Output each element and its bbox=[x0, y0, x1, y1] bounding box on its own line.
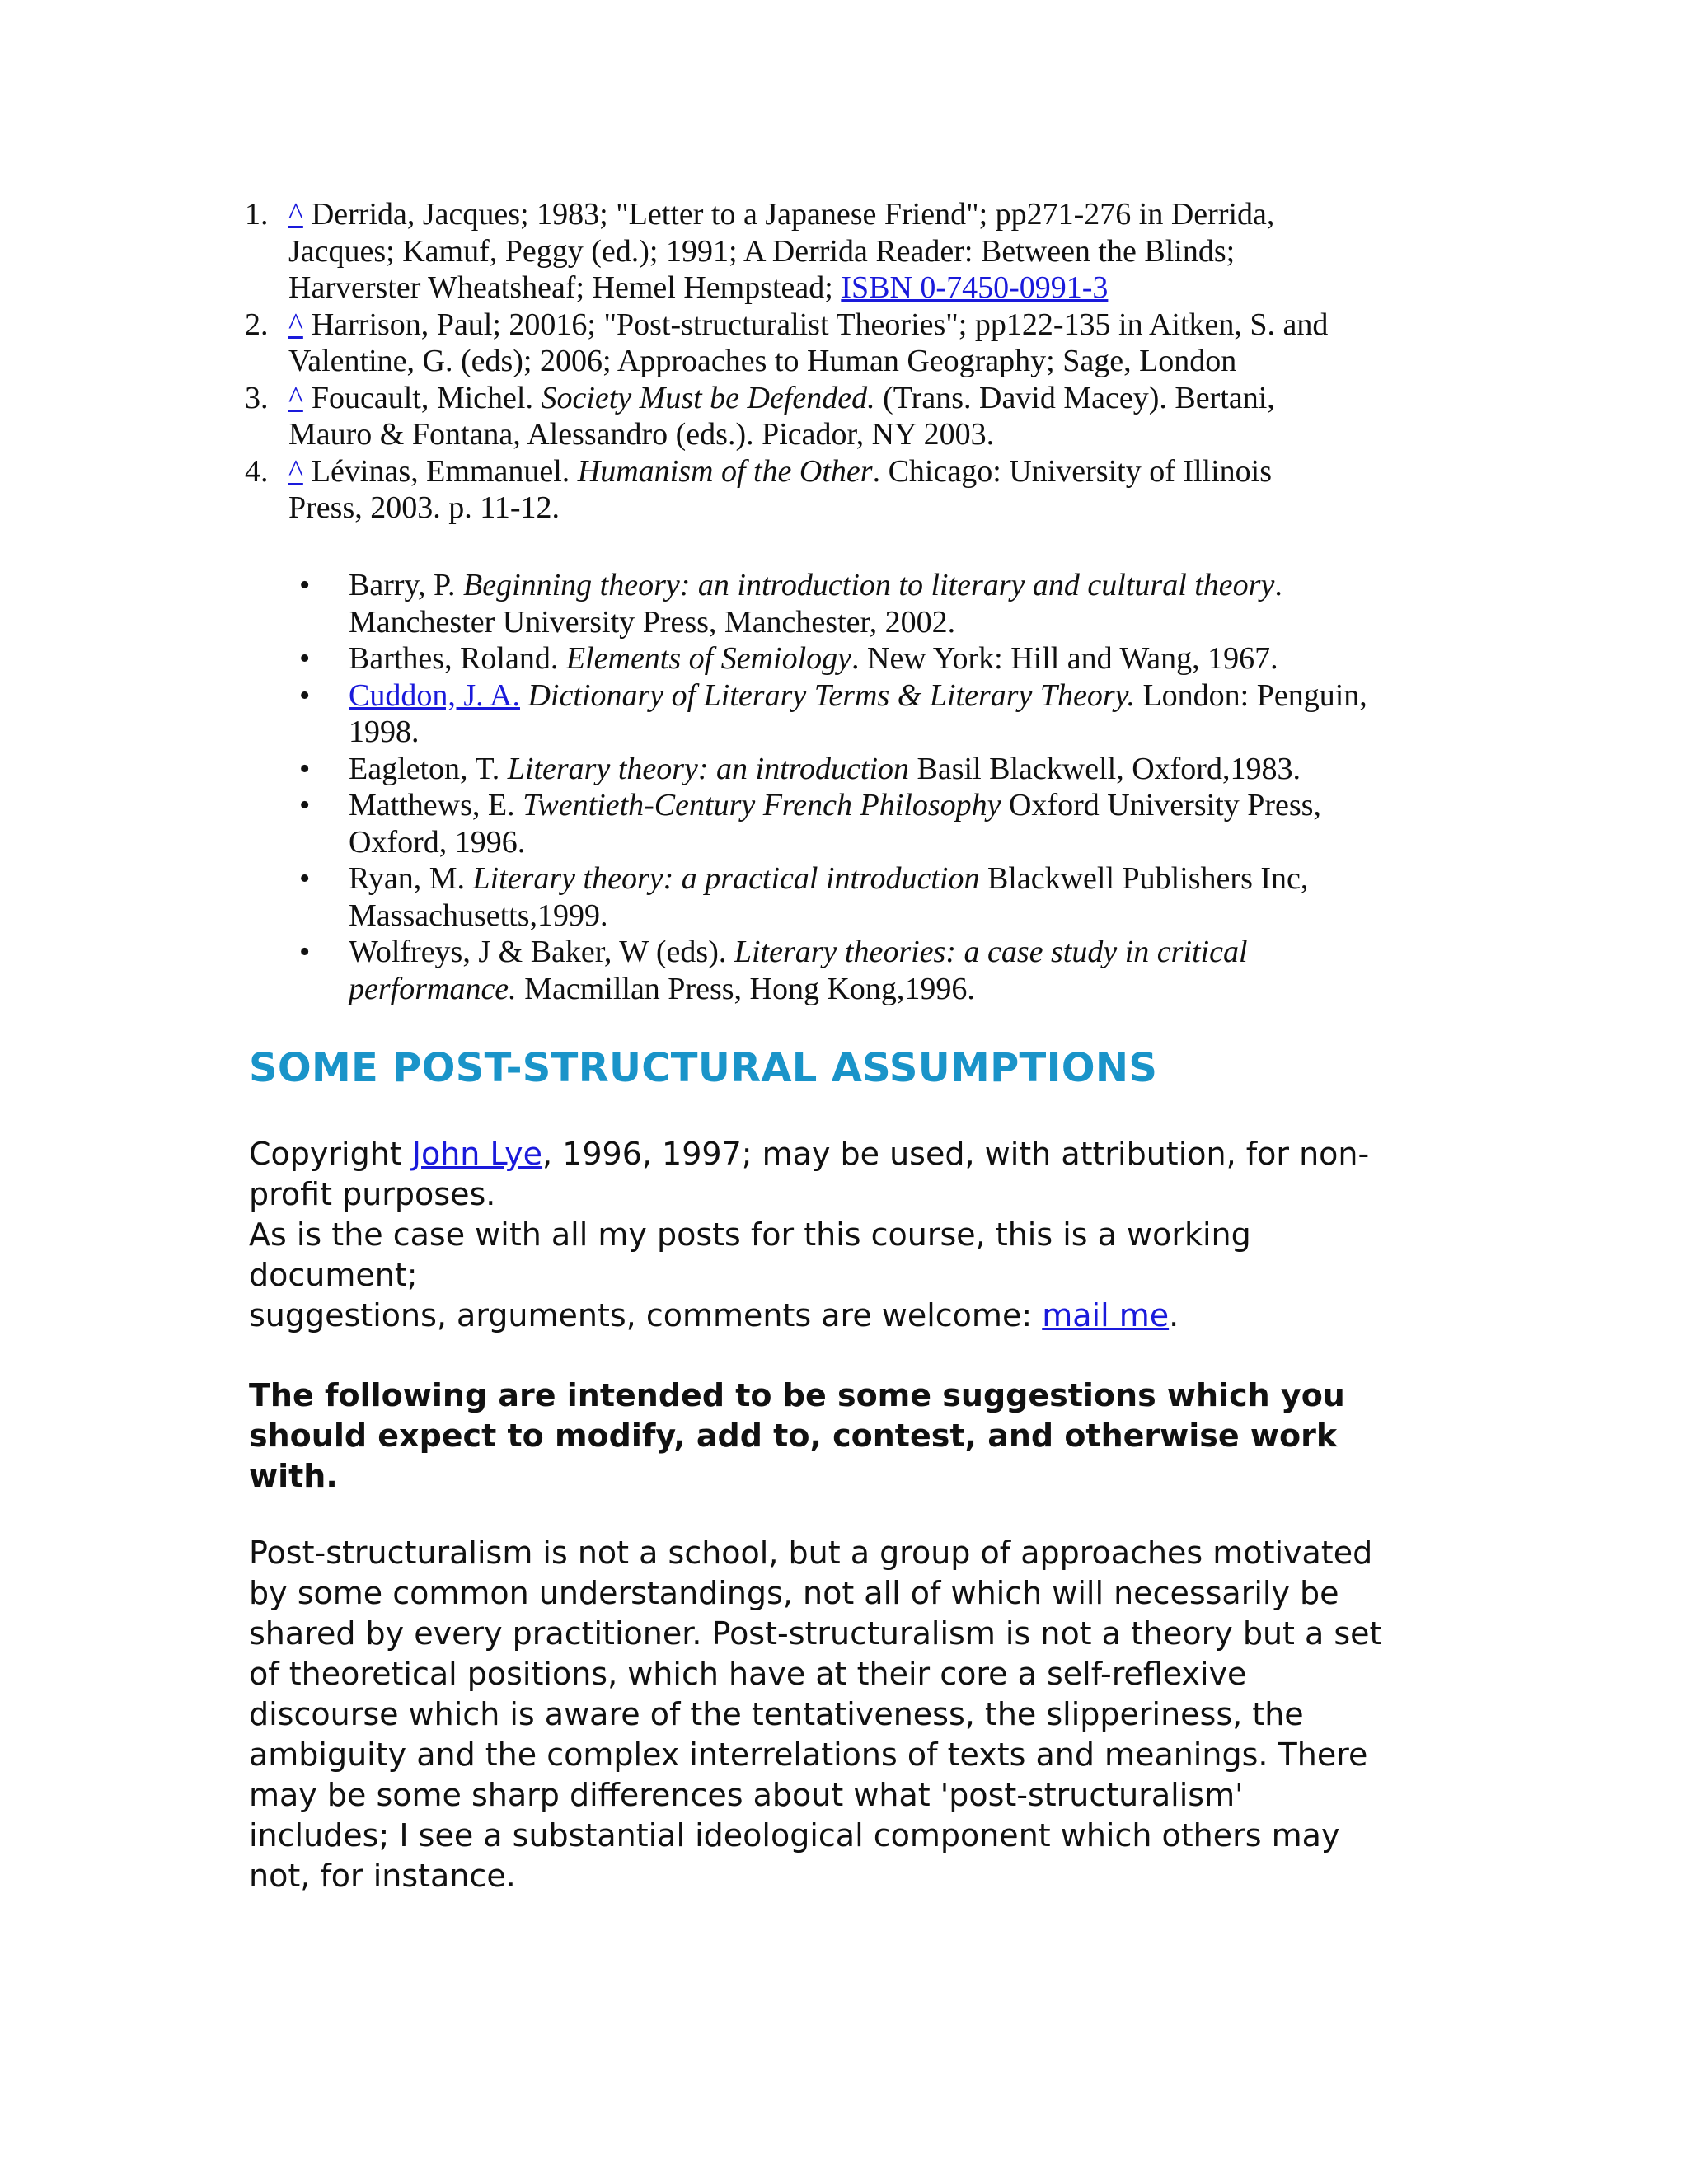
bullet: • bbox=[299, 641, 311, 676]
copyright-text: Copyright bbox=[249, 1136, 412, 1172]
footnote-item bbox=[245, 196, 1459, 307]
footnote-text: Valentine, G. (eds); 2006; Approaches to Human Geography; Sage, London bbox=[288, 344, 1237, 378]
intro-line: should expect to modify, add to, contest, and otherwise work bbox=[249, 1418, 1338, 1454]
reference-text: Basil Blackwell, Oxford,1983. bbox=[909, 751, 1301, 786]
footnote-backlink[interactable]: ^ bbox=[288, 197, 303, 232]
reference-text: Macmillan Press, Hong Kong,1996. bbox=[516, 971, 975, 1006]
reference-text: Oxford, 1996. bbox=[349, 824, 526, 860]
body-paragraph bbox=[249, 1533, 1452, 1896]
reference-title: Beginning theory: an introduction to literary and cultural theory bbox=[462, 568, 1275, 602]
intro-line: with. bbox=[249, 1458, 338, 1494]
reference-text: . bbox=[1274, 568, 1282, 602]
copyright-text: suggestions, arguments, comments are welcome: bbox=[249, 1297, 1043, 1333]
body-line: by some common understandings, not all of which will necessarily be bbox=[249, 1575, 1339, 1611]
reference-text: Massachusetts,1999. bbox=[349, 898, 608, 933]
copyright-text: As is the case with all my posts for this course, this is a working bbox=[249, 1216, 1251, 1253]
bibliography-item bbox=[299, 640, 1461, 677]
footnote-text: Jacques; Kamuf, Peggy (ed.); 1991; A Derrida Reader: Between the Blinds; bbox=[288, 233, 1236, 269]
footnote-text: Harrison, Paul; 20016; "Post-structuralist Theories"; pp122-135 in Aitken, S. and bbox=[311, 307, 1329, 342]
body-line: may be some sharp differences about what 'post-structuralism' bbox=[249, 1777, 1244, 1813]
reference-text: Manchester University Press, Manchester, 2002. bbox=[349, 604, 956, 640]
footnote-number: 2. bbox=[245, 307, 269, 342]
footnote-text: Foucault, Michel. bbox=[311, 380, 542, 415]
body-line: discourse which is aware of the tentativeness, the slipperiness, the bbox=[249, 1696, 1304, 1732]
body-line: not, for instance. bbox=[249, 1858, 516, 1894]
body-line: shared by every practitioner. Post-structuralism is not a theory but a set bbox=[249, 1615, 1382, 1652]
footnotes-list bbox=[245, 196, 1459, 527]
body-line: Post-structuralism is not a school, but a group of approaches motivated bbox=[249, 1535, 1373, 1571]
footnote-text: Lévinas, Emmanuel. bbox=[311, 453, 578, 489]
reference-text: Barry, P. bbox=[349, 568, 463, 602]
isbn-link[interactable]: ISBN 0-7450-0991-3 bbox=[841, 270, 1109, 305]
bullet: • bbox=[299, 935, 311, 969]
bullet: • bbox=[299, 568, 311, 602]
bibliography-item bbox=[299, 751, 1461, 788]
reference-text: Oxford University Press, bbox=[1001, 788, 1321, 823]
bibliography-item bbox=[299, 860, 1461, 934]
bibliography-item bbox=[299, 567, 1461, 640]
footnote-number: 4. bbox=[245, 453, 269, 489]
section-heading: SOME POST-STRUCTURAL ASSUMPTIONS bbox=[249, 1045, 1158, 1091]
bibliography-item bbox=[299, 677, 1461, 751]
intro-line: The following are intended to be some suggestions which you bbox=[249, 1377, 1345, 1413]
footnote-text: Derrida, Jacques; 1983; "Letter to a Japanese Friend"; pp271-276 in Derrida, bbox=[311, 197, 1275, 232]
footnote-title: Humanism of the Other bbox=[577, 453, 873, 489]
copyright-text: document; bbox=[249, 1257, 418, 1293]
footnote-number: 1. bbox=[245, 197, 269, 232]
bullet: • bbox=[299, 677, 311, 713]
footnote-backlink[interactable]: ^ bbox=[288, 453, 303, 489]
body-line: includes; I see a substantial ideological component which others may bbox=[249, 1817, 1340, 1854]
reference-text: Ryan, M. bbox=[349, 861, 473, 896]
author-link[interactable]: John Lye bbox=[411, 1136, 543, 1172]
footnote-item bbox=[245, 380, 1459, 453]
copyright-text: , 1996, 1997; may be used, with attribution, for non- bbox=[542, 1136, 1370, 1172]
body-line: ambiguity and the complex interrelations of texts and meanings. There bbox=[249, 1736, 1368, 1773]
copyright-text: profit purposes. bbox=[249, 1176, 496, 1212]
reference-text: Eagleton, T. bbox=[349, 751, 508, 786]
reference-text: Barthes, Roland. bbox=[349, 641, 566, 676]
reference-title: Literary theories: a case study in critical bbox=[734, 935, 1248, 969]
footnote-backlink[interactable]: ^ bbox=[288, 380, 303, 415]
reference-text: Wolfreys, J & Baker, W (eds). bbox=[349, 935, 734, 969]
footnote-item bbox=[245, 307, 1459, 380]
reference-title: Literary theory: a practical introduction bbox=[472, 861, 980, 896]
footnote-text: Press, 2003. p. 11-12. bbox=[288, 490, 560, 525]
mail-me-link[interactable]: mail me bbox=[1042, 1297, 1170, 1333]
bibliography-item bbox=[299, 934, 1461, 1007]
reference-title: Twentieth-Century French Philosophy bbox=[523, 788, 1001, 823]
reference-text: Blackwell Publishers Inc, bbox=[979, 861, 1309, 896]
body-line: of theoretical positions, which have at their core a self-reflexive bbox=[249, 1656, 1247, 1692]
bullet: • bbox=[299, 788, 311, 823]
footnote-text: Mauro & Fontana, Alessandro (eds.). Picador, NY 2003. bbox=[288, 417, 995, 452]
bibliography-list bbox=[299, 567, 1461, 1007]
reference-title: performance. bbox=[349, 971, 517, 1006]
reference-title: Elements of Semiology bbox=[565, 641, 851, 676]
reference-text: . New York: Hill and Wang, 1967. bbox=[851, 641, 1278, 676]
reference-text: London: Penguin, bbox=[1134, 677, 1367, 713]
bullet: • bbox=[299, 861, 311, 896]
reference-title: Dictionary of Literary Terms & Literary Theory. bbox=[519, 677, 1135, 713]
copyright-paragraph bbox=[249, 1134, 1452, 1336]
footnote-item bbox=[245, 453, 1459, 527]
copyright-text: . bbox=[1169, 1297, 1179, 1333]
footnote-number: 3. bbox=[245, 380, 269, 415]
reference-text: 1998. bbox=[349, 715, 420, 749]
bullet: • bbox=[299, 751, 311, 786]
footnote-text: . Chicago: University of Illinois bbox=[872, 453, 1273, 489]
intro-bold-paragraph bbox=[249, 1376, 1452, 1497]
footnote-backlink[interactable]: ^ bbox=[288, 307, 303, 342]
cuddon-link[interactable]: Cuddon, J. A. bbox=[349, 677, 520, 713]
reference-title: Literary theory: an introduction bbox=[507, 751, 910, 786]
footnote-title: Society Must be Defended. bbox=[541, 380, 875, 415]
footnote-text: Harverster Wheatsheaf; Hemel Hempstead; bbox=[288, 270, 842, 305]
bibliography-item bbox=[299, 787, 1461, 860]
reference-text: Matthews, E. bbox=[349, 788, 523, 823]
footnote-text: (Trans. David Macey). Bertani, bbox=[874, 380, 1275, 415]
